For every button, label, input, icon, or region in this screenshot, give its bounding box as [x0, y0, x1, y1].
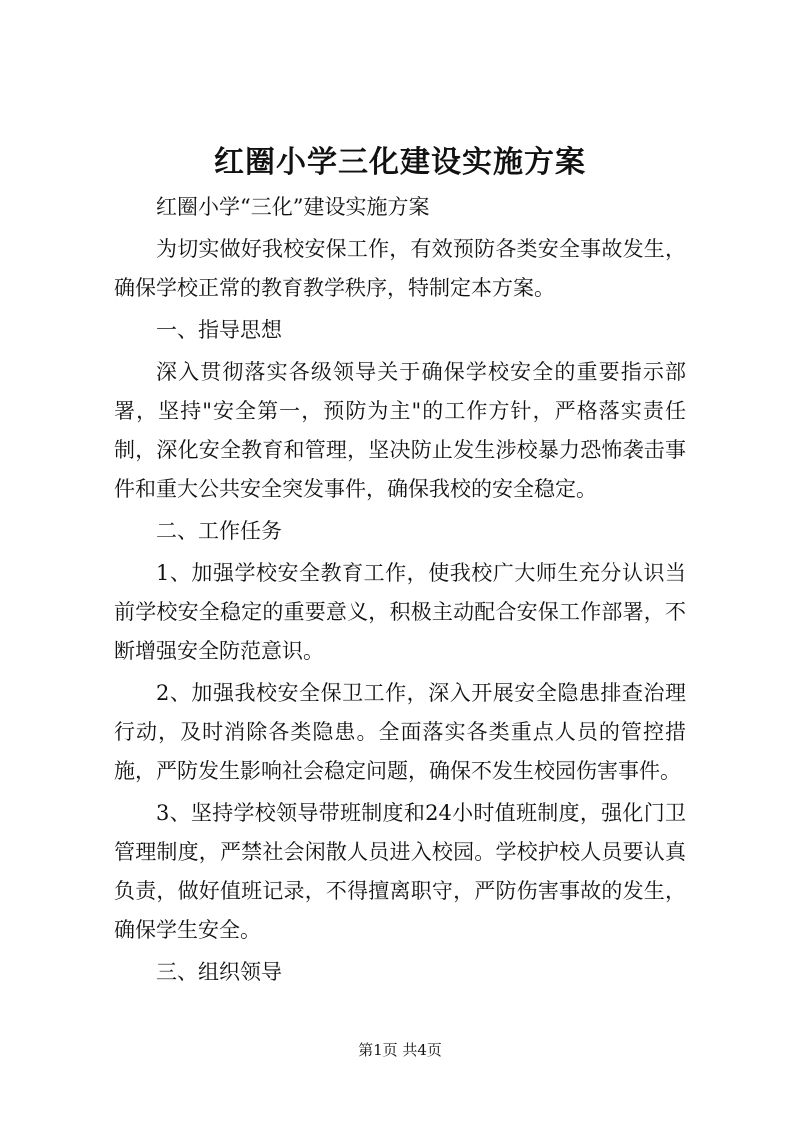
paragraph-intro: 为切实做好我校安保工作，有效预防各类安全事故发生，确保学校正常的教育教学秩序，特制定本方案。 [114, 237, 686, 300]
paragraph-task-2: 2、加强我校安全保卫工作，深入开展安全隐患排查治理行动，及时消除各类隐患。全面落实各类重点人员的管控措施，严防发生影响社会稳定问题，确保不发生校园伤害事件。 [114, 681, 686, 783]
section-heading-organization: 三、组织领导 [156, 960, 282, 984]
paragraph-task-1: 1、加强学校安全教育工作，使我校广大师生充分认识当前学校安全稳定的重要意义，积极主动配合安保工作部署，不断增强安全防范意识。 [114, 561, 686, 663]
document-body [114, 188, 686, 995]
section-heading-guiding-ideology: 一、指导思想 [156, 318, 282, 342]
section-heading-work-tasks: 二、工作任务 [156, 519, 282, 543]
page-footer: 第1页 共4页 [358, 1041, 442, 1059]
document-title: 红圈小学三化建设实施方案 [214, 145, 586, 180]
paragraph-guiding-ideology: 深入贯彻落实各级领导关于确保学校安全的重要指示部署，坚持"安全第一，预防为主"的工作方针，严格落实责任制，深化安全教育和管理，坚决防止发生涉校暴力恐怖袭击事件和重大公共安全突发事件，确保我校的安全稳定。 [114, 360, 686, 501]
paragraph-task-3: 3、坚持学校领导带班制度和24小时值班制度，强化门卫管理制度，严禁社会闲散人员进入校园。学校护校人员要认真负责，做好值班记录，不得擅离职守，严防伤害事故的发生，确保学生安全。 [114, 801, 686, 942]
paragraph-subtitle: 红圈小学“三化”建设实施方案 [156, 195, 430, 219]
